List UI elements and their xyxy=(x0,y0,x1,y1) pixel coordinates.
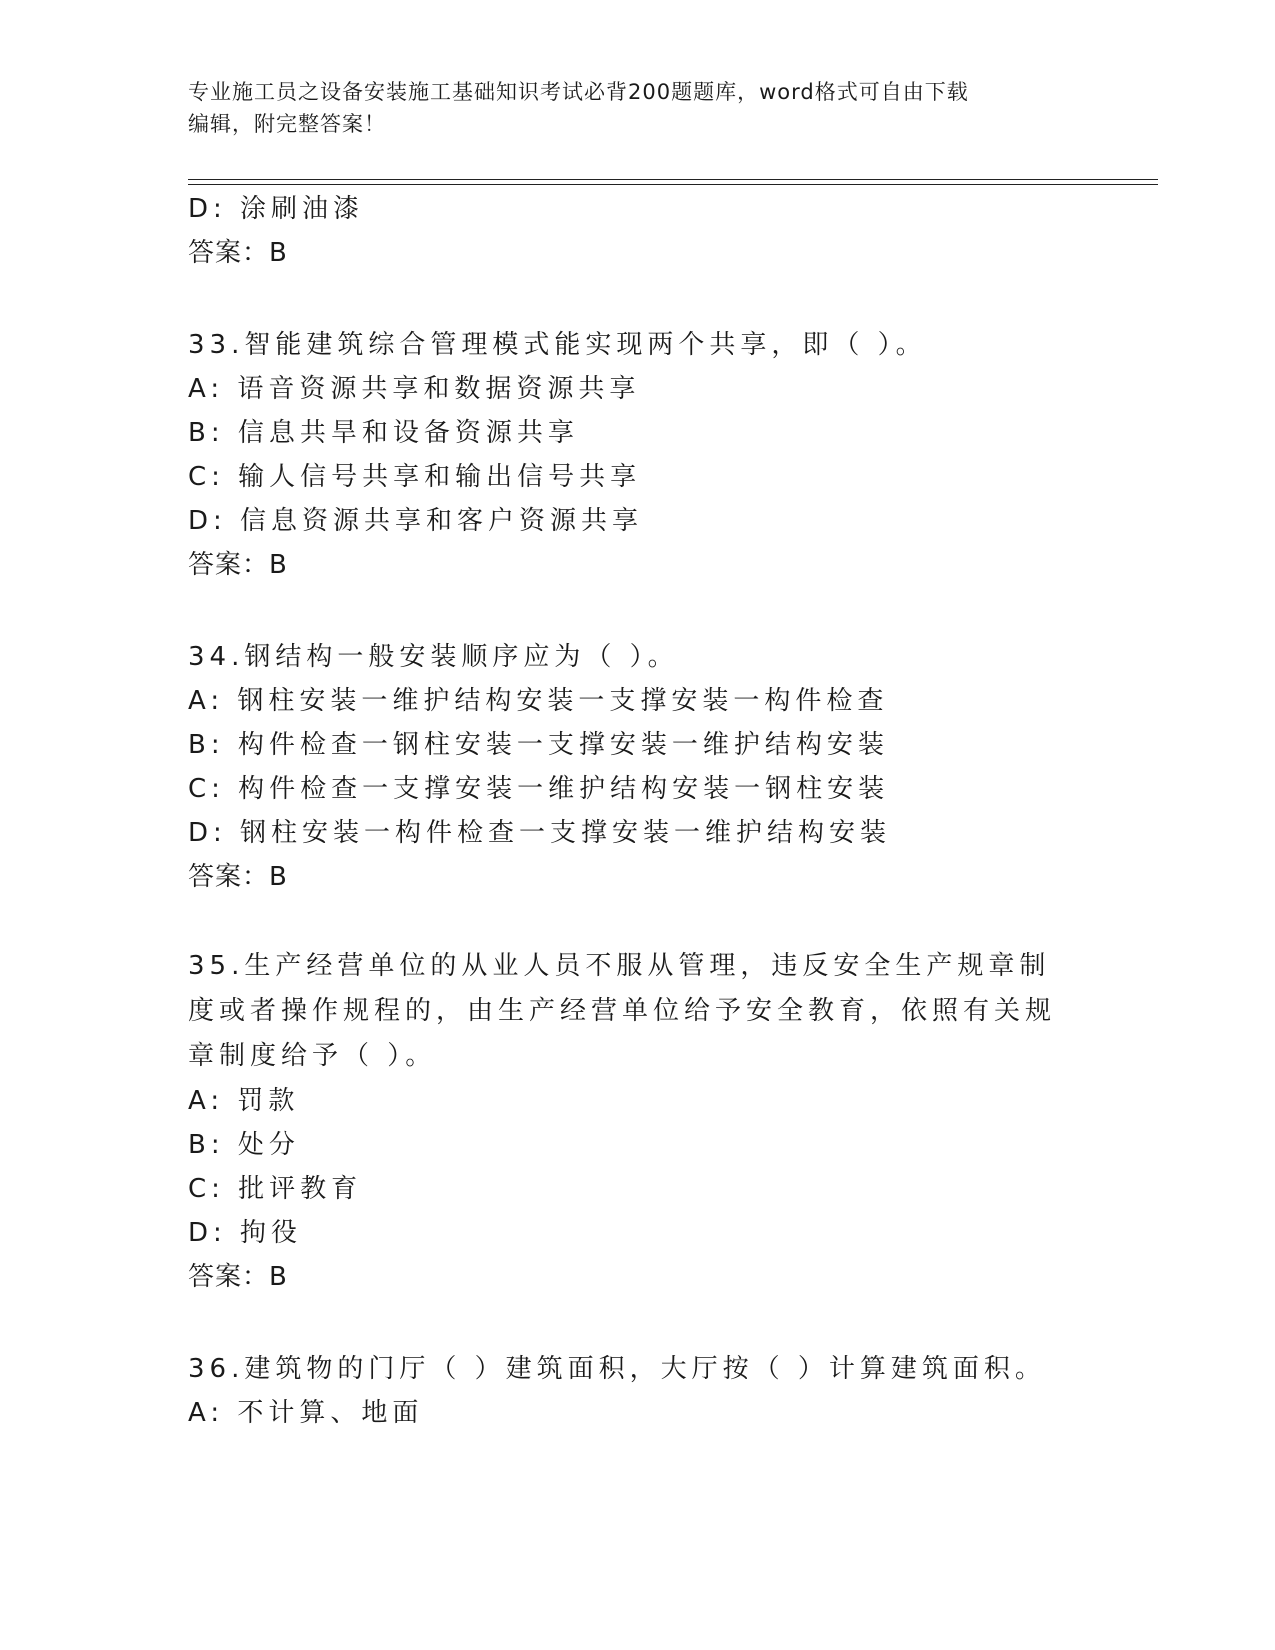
q35-question: 35.生产经营单位的从业人员不服从管理，违反安全生产规章制度或者操作规程的，由生产经营单位给予安全教育，依照有关规章制度给予（ ）。 xyxy=(188,951,1057,1071)
q32-option-d: D: 涂刷油漆 xyxy=(188,194,365,224)
q34-option-c: C: 构件检查一支撑安装一维护结构安装一钢柱安装 xyxy=(188,774,890,804)
header-divider-top xyxy=(188,179,1158,180)
q35-option-c: C: 批评教育 xyxy=(188,1174,363,1204)
q34-option-d: D: 钢柱安装一构件检查一支撑安装一维护结构安装 xyxy=(188,818,892,848)
q33-question: 33.智能建筑综合管理模式能实现两个共享，即（ ）。 xyxy=(188,330,927,360)
q34-option-b: B: 构件检查一钢柱安装一支撑安装一维护结构安装 xyxy=(188,730,889,760)
header-title-line2: 编辑，附完整答案！ xyxy=(188,112,386,136)
q34-question: 34.钢结构一般安装顺序应为（ ）。 xyxy=(188,642,679,672)
q33-option-c: C: 输人信号共享和输出信号共享 xyxy=(188,462,642,492)
q33-option-a: A: 语音资源共享和数据资源共享 xyxy=(188,374,641,404)
header-title-line1: 专业施工员之设备安装施工基础知识考试必背200题题库，word格式可自由下载 xyxy=(188,80,969,104)
q35-option-b: B: 处分 xyxy=(188,1130,300,1160)
q35-option-a: A: 罚款 xyxy=(188,1086,300,1116)
q35-option-d: D: 拘役 xyxy=(188,1218,303,1248)
q33-option-b: B: 信息共旱和设备资源共享 xyxy=(188,418,579,448)
document-header xyxy=(188,76,1068,140)
q36-option-a: A: 不计算、地面 xyxy=(188,1398,424,1428)
q33-answer: 答案：B xyxy=(188,550,288,580)
q34-option-a: A: 钢柱安装一维护结构安装一支撑安装一构件检查 xyxy=(188,686,889,716)
q34-answer: 答案：B xyxy=(188,862,288,892)
q35-answer: 答案：B xyxy=(188,1262,288,1292)
q36-question: 36.建筑物的门厅（ ）建筑面积，大厅按（ ）计算建筑面积。 xyxy=(188,1354,1046,1384)
header-divider-bottom xyxy=(188,184,1158,185)
q33-option-d: D: 信息资源共享和客户资源共享 xyxy=(188,506,644,536)
q32-answer: 答案：B xyxy=(188,238,288,268)
